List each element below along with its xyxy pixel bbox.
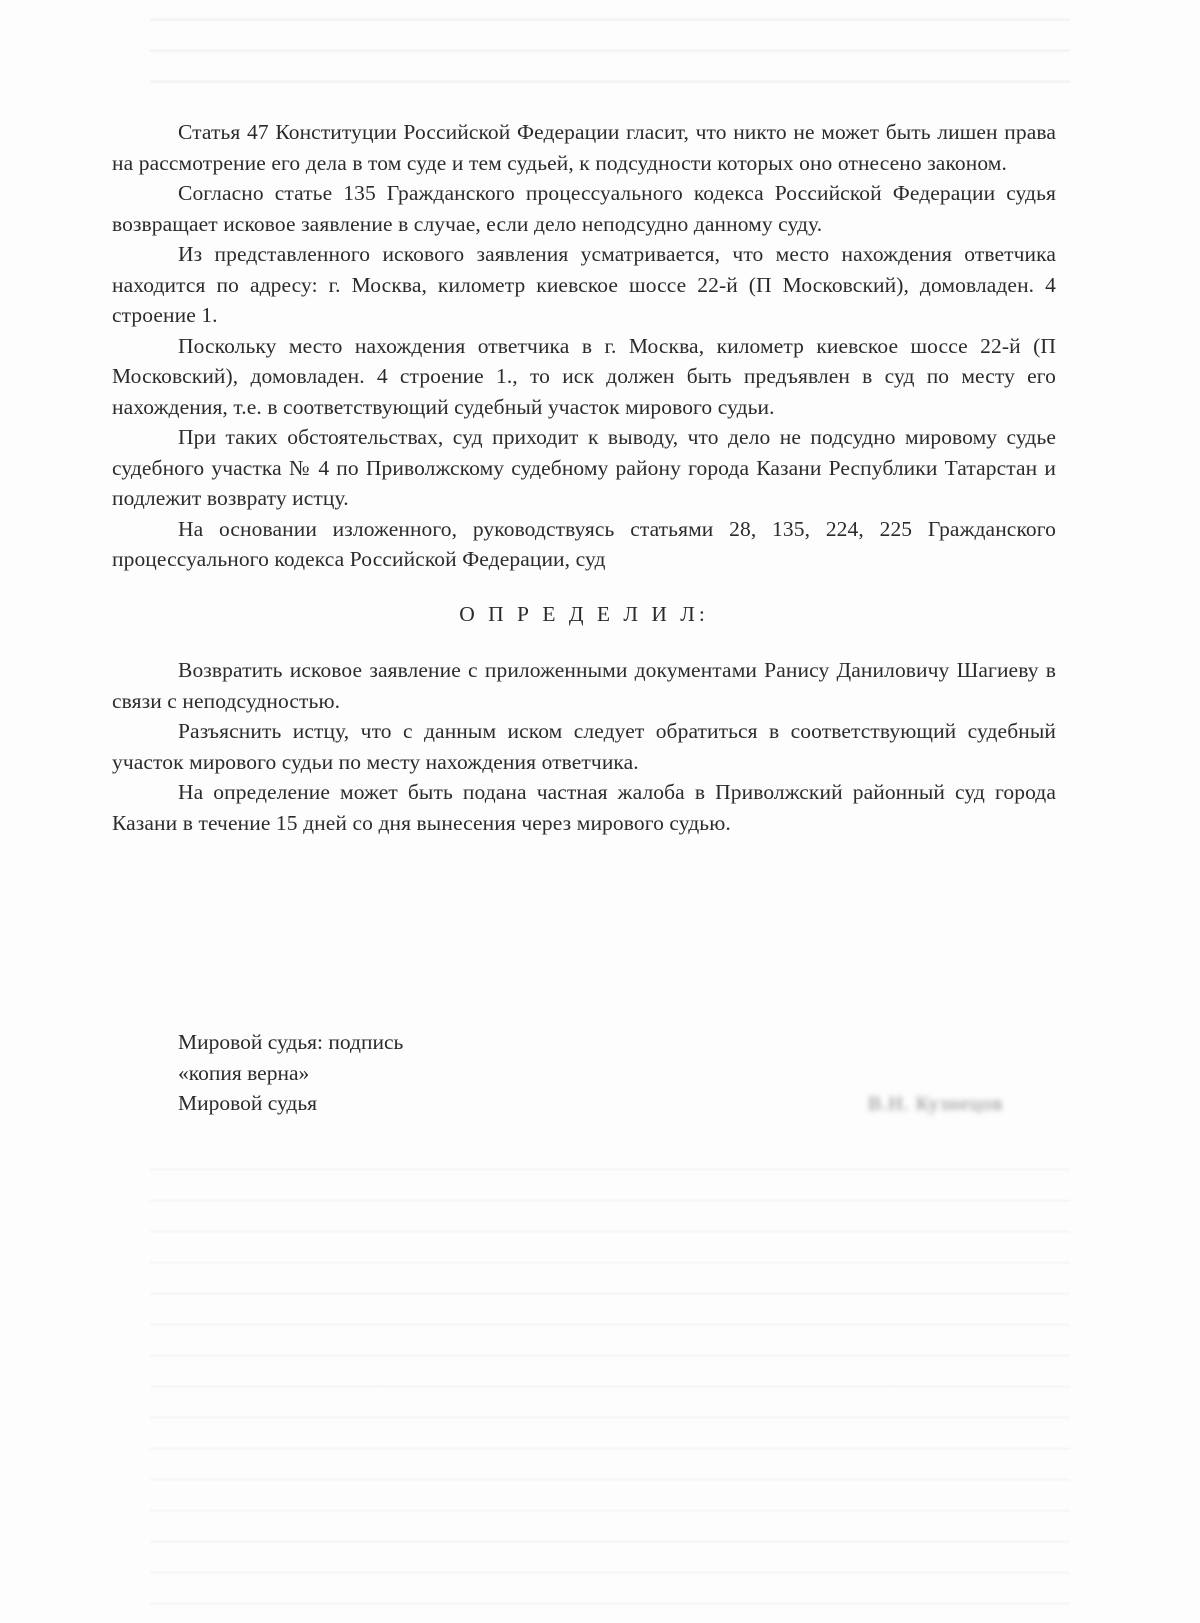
signature-block — [178, 1027, 403, 1119]
paragraph-6: На основании изложенного, руководствуясь статьями 28, 135, 224, 225 Гражданского процессуального кодекса Российской Федерации, суд — [112, 516, 1056, 571]
paragraph-5: При таких обстоятельствах, суд приходит к выводу, что дело не подсудно мировому судье судебного участка № 4 по Приволжскому судебному району города Казани Республики Татарстан и подлежит возврату истцу. — [112, 425, 1056, 510]
ruling-paragraph-1: Возвратить исковое заявление с приложенными документами Ранису Даниловичу Шагиеву в связи с неподсудностью. — [112, 658, 1056, 713]
paragraph-4: Поскольку место нахождения ответчика в г. Москва, километр киевское шоссе 22-й (П Московский), домовладен. 4 строение 1., то иск должен быть предъявлен в суд по месту его нахождения, т.е. в соответствующий судебный участок мирового судьи. — [112, 333, 1056, 419]
ruling-paragraph-2: Разъяснить истцу, что с данным иском следует обратиться в соответствующий судебный участок мирового судьи по месту нахождения ответчика. — [112, 719, 1056, 774]
document-body — [112, 117, 1056, 838]
scan-noise-bottom — [150, 1150, 1070, 1610]
signature-line-3: Мировой судья — [178, 1091, 318, 1115]
scan-noise-top — [150, 0, 1070, 110]
ruling-paragraph-3: На определение может быть подана частная жалоба в Приволжский районный суд города Казани в течение 15 дней со дня вынесения через мирового судью. — [112, 780, 1056, 835]
paragraph-2: Согласно статье 135 Гражданского процессуального кодекса Российской Федерации судья возвращает исковое заявление в случае, если дело неподсудно данному суду. — [112, 181, 1056, 236]
paragraph-3: Из представленного искового заявления усматривается, что место нахождения ответчика находится по адресу: г. Москва, километр киевское шоссе 22-й (П Московский), домовладен. 4 строение 1. — [112, 242, 1056, 327]
ruling-heading: О П Р Е Д Е Л И Л: — [459, 601, 709, 626]
signature-line-2: «копия верна» — [178, 1060, 310, 1085]
paragraph-1: Статья 47 Конституции Российской Федерации гласит, что никто не может быть лишен права на рассмотрение его дела в том суде и тем судьей, к подсудности которых оно отнесено законом. — [112, 120, 1056, 175]
judge-name-blurred: В.Н. Кузнецов — [868, 1093, 1004, 1115]
signature-line-1: Мировой судья: подпись — [178, 1030, 404, 1054]
